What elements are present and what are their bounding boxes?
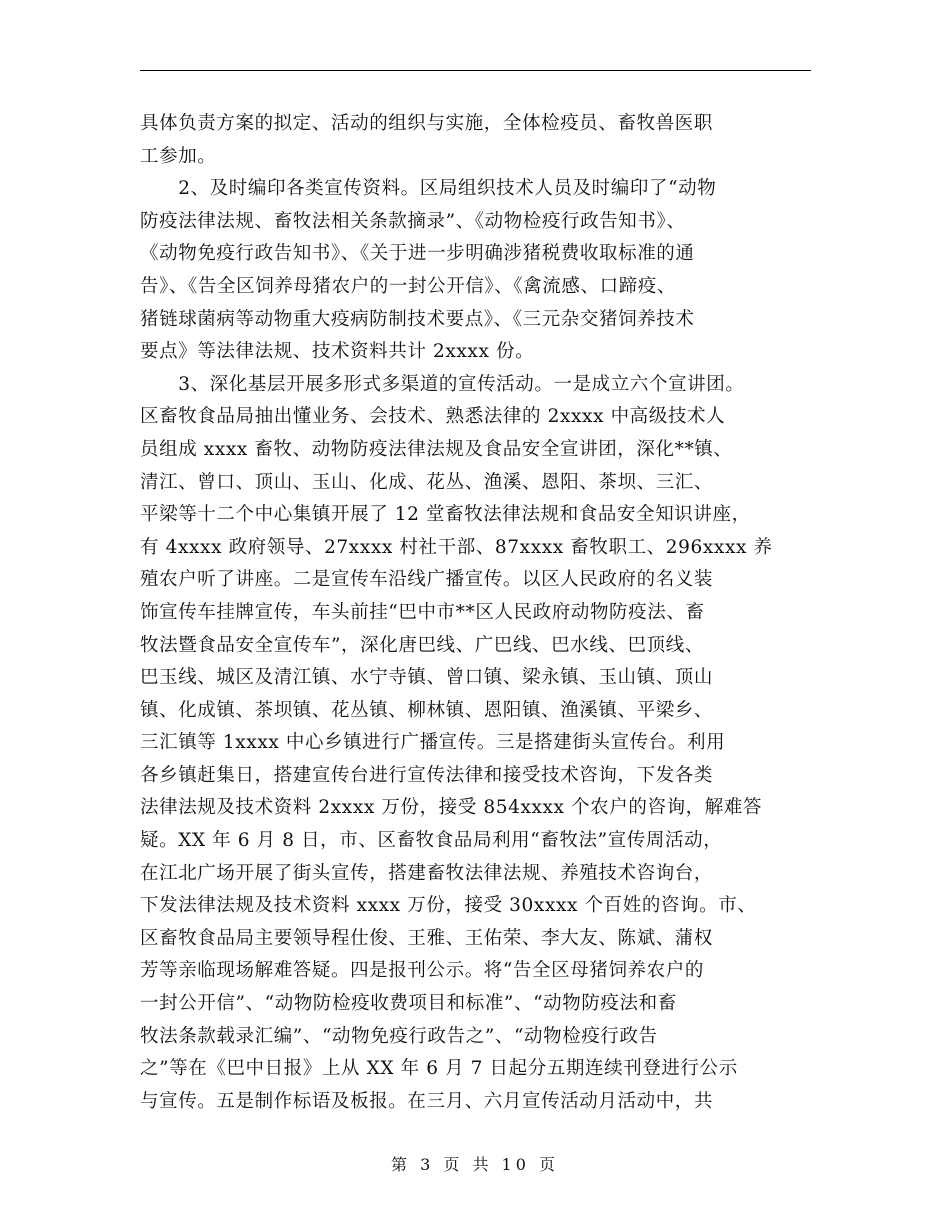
text-line: 牧法暨食品安全宣传车”，深化唐巴线、广巴线、巴水线、巴顶线、 [140,634,704,656]
text-line: 三汇镇等 1xxxx 中心乡镇进行广播宣传。三是搭建街头宣传台。利用 [140,732,726,754]
text-line: 防疫法律法规、畜牧法相关条款摘录”、《动物检疫行政告知书》、 [140,210,686,232]
text-line: 之”等在《巴中日报》上从 XX 年 6 月 7 日起分五期连续刊登进行公示 [140,1058,738,1080]
text-line: 区畜牧食品局抽出懂业务、会技术、熟悉法律的 2xxxx 中高级技术人 [140,406,726,428]
text-line: 一封公开信”、“动物防检疫收费项目和标准”、“动物防疫法和畜 [140,993,677,1015]
text-line: 饰宣传车挂牌宣传，车头前挂“巴中市**区人民政府动物防疫法、畜 [140,601,705,623]
text-line: 镇、化成镇、茶坝镇、花丛镇、柳林镇、恩阳镇、渔溪镇、平梁乡、 [140,699,714,721]
text-line: 巴玉线、城区及清江镇、水宁寺镇、曾口镇、梁永镇、玉山镇、顶山 [140,667,714,689]
page-number: 第 3 页 共 10 页 [391,1155,559,1174]
text-line: 猪链球菌病等动物重大疫病防制技术要点》、《三元杂交猪饲养技术 [140,308,695,330]
text-line: 各乡镇赶集日，搭建宣传台进行宣传法律和接受技术咨询，下发各类 [140,764,714,786]
text-line: 平梁等十二个中心集镇开展了 12 堂畜牧法律法规和食品安全知识讲座， [140,504,751,526]
text-line: 有 4xxxx 政府领导、27xxxx 村社干部、87xxxx 畜牧职工、296xxxx 养 [140,536,773,558]
text-line: 疑。XX 年 6 月 8 日，市、区畜牧食品局利用“畜牧法”宣传周活动， [140,830,723,852]
text-line: 工参加。 [140,145,217,167]
header-rule [140,70,811,71]
text-line: 2、及时编印各类宣传资料。区局组织技术人员及时编印了“动物 [140,178,717,200]
text-line: 牧法条款载录汇编”、“动物免疫行政告之”、“动物检疫行政告 [140,1025,658,1047]
document-body [140,108,830,1118]
text-line: 告》、《告全区饲养母猪农户的一封公开信》、《禽流感、口蹄疫、 [140,275,677,297]
text-line: 《动物免疫行政告知书》、《关于进一步明确涉猪税费收取标准的通 [140,243,695,265]
text-line: 下发法律法规及技术资料 xxxx 万份，接受 30xxxx 个百姓的咨询。市、 [140,895,757,917]
text-line: 与宣传。五是制作标语及板报。在三月、六月宣传活动月活动中，共 [140,1090,714,1112]
text-line: 法律法规及技术资料 2xxxx 万份，接受 854xxxx 个农户的咨询，解难答 [140,797,763,819]
text-line: 清江、曾口、顶山、玉山、化成、花丛、渔溪、恩阳、茶坝、三汇、 [140,471,714,493]
text-line: 具体负责方案的拟定、活动的组织与实施，全体检疫员、畜牧兽医职 [140,113,714,134]
text-line: 殖农户听了讲座。二是宣传车沿线广播宣传。以区人民政府的名义装 [140,569,714,591]
text-line: 区畜牧食品局主要领导程仕俊、王雅、王佑荣、李大友、陈斌、蒲权 [140,927,714,949]
text-line: 3、深化基层开展多形式多渠道的宣传活动。一是成立六个宣讲团。 [140,373,745,395]
text-line: 要点》等法律法规、技术资料共计 2xxxx 份。 [140,341,535,363]
text-line: 员组成 xxxx 畜牧、动物防疫法律法规及食品安全宣讲团，深化**镇、 [140,438,733,460]
text-line: 在江北广场开展了街头宣传，搭建畜牧法律法规、养殖技术咨询台， [140,862,714,884]
text-line: 芳等亲临现场解难答疑。四是报刊公示。将“告全区母猪饲养农户的 [140,960,704,982]
